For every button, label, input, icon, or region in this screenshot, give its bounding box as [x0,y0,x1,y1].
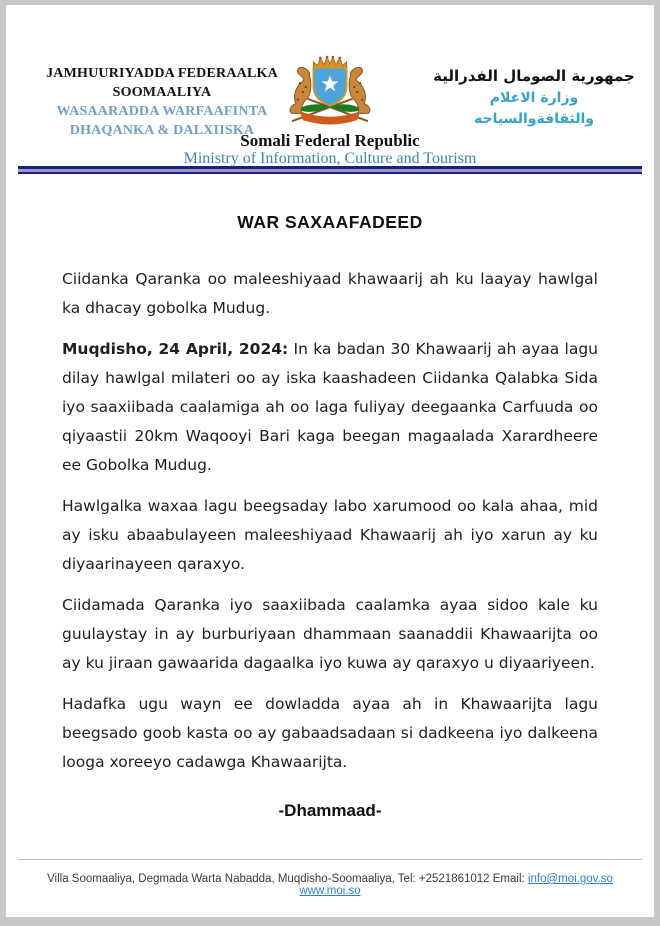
org-name-line1: JAMHUURIYADDA FEDERAALKA [46,66,278,81]
letterhead [6,5,654,166]
letterhead-arabic [420,65,648,130]
footer-website-link[interactable]: www.moi.so [299,885,361,897]
body-paragraph-3: Hawlgalka waxaa lagu beegsaday labo xarumood oo kala ahaa, mid ay isku abaabulayeen maleeshiyaad Khawaarij ah iyo xarun ay ku diyaarinayeen qaraxyo. [62,497,598,573]
press-release-body [6,265,654,777]
letterhead-somali [32,64,292,140]
body-paragraph-1: Ciidanka Qaranka oo maleeshiyaad khawaarij ah ku laayay hawlgal ka dhacay gobolka Mudug. [62,270,598,317]
arabic-ministry-line2: والثقافةوالسياحه [473,111,595,127]
arabic-country-line: جمهورية الصومال الفدرالية [433,67,635,85]
page-footer [18,859,642,897]
press-release-title: WAR SAXAAFADEED [237,212,423,232]
body-paragraph-2 [62,335,598,480]
body-paragraph-5: Hadafka ugu wayn ee dowladda ayaa ah in Khawaarijta lagu beegsado goob kasta oo ay gabaadsadaan si dadkeena iyo dalkeena looga xoreeyo cadawga Khawaarijta. [62,695,598,771]
footer-email-link[interactable]: info@moi.gov.so [527,873,613,885]
closing-text: -Dhammaad- [278,801,382,820]
country-name: Somali Federal Republic [240,131,420,150]
footer-address: Villa Soomaaliya, Degmada Warta Nabadda, Muqdisho-Soomaaliya, Tel: +2521861012 Email: [47,873,528,885]
ministry-name-line2: DHAQANKA & DALXIISKA [69,123,255,138]
body-paragraph-2-text: In ka badan 30 Khawaarij ah ayaa lagu dilay hawlgal milateri oo ay iska kaashadeen Ciidanka Qalabka Sida iyo saaxiibada caalamiga ah oo laga fuliyay deegaanka Carfuuda oo qiyaastii 20km Waqooyi Bari kaga beegan magaalada Xarardheere ee Gobolka Mudug. [62,340,598,474]
ministry-name-line1: WASAARADDA WARFAAFINTA [56,104,268,119]
arabic-ministry-line1: وزارة الاعلام [489,90,579,106]
letterhead-english [6,131,654,167]
ministry-name-english: Ministry of Information, Culture and Tourism [183,150,477,167]
org-name-line2: SOOMAALIYA [112,85,212,100]
dateline: Muqdisho, 24 April, 2024: [62,340,289,358]
document-page [6,5,654,917]
somalia-coat-of-arms-icon [277,53,384,129]
header-divider-bar [18,166,642,174]
body-paragraph-4: Ciidamada Qaranka iyo saaxiibada caalamka ayaa sidoo kale ku guulaystay in ay burburiyaan dhammaan saanaddii Khawaarijta oo ay ku jiraan gawaarida dagaalka iyo kuwa ay qaraxyo u diyaariyeen. [62,596,598,672]
